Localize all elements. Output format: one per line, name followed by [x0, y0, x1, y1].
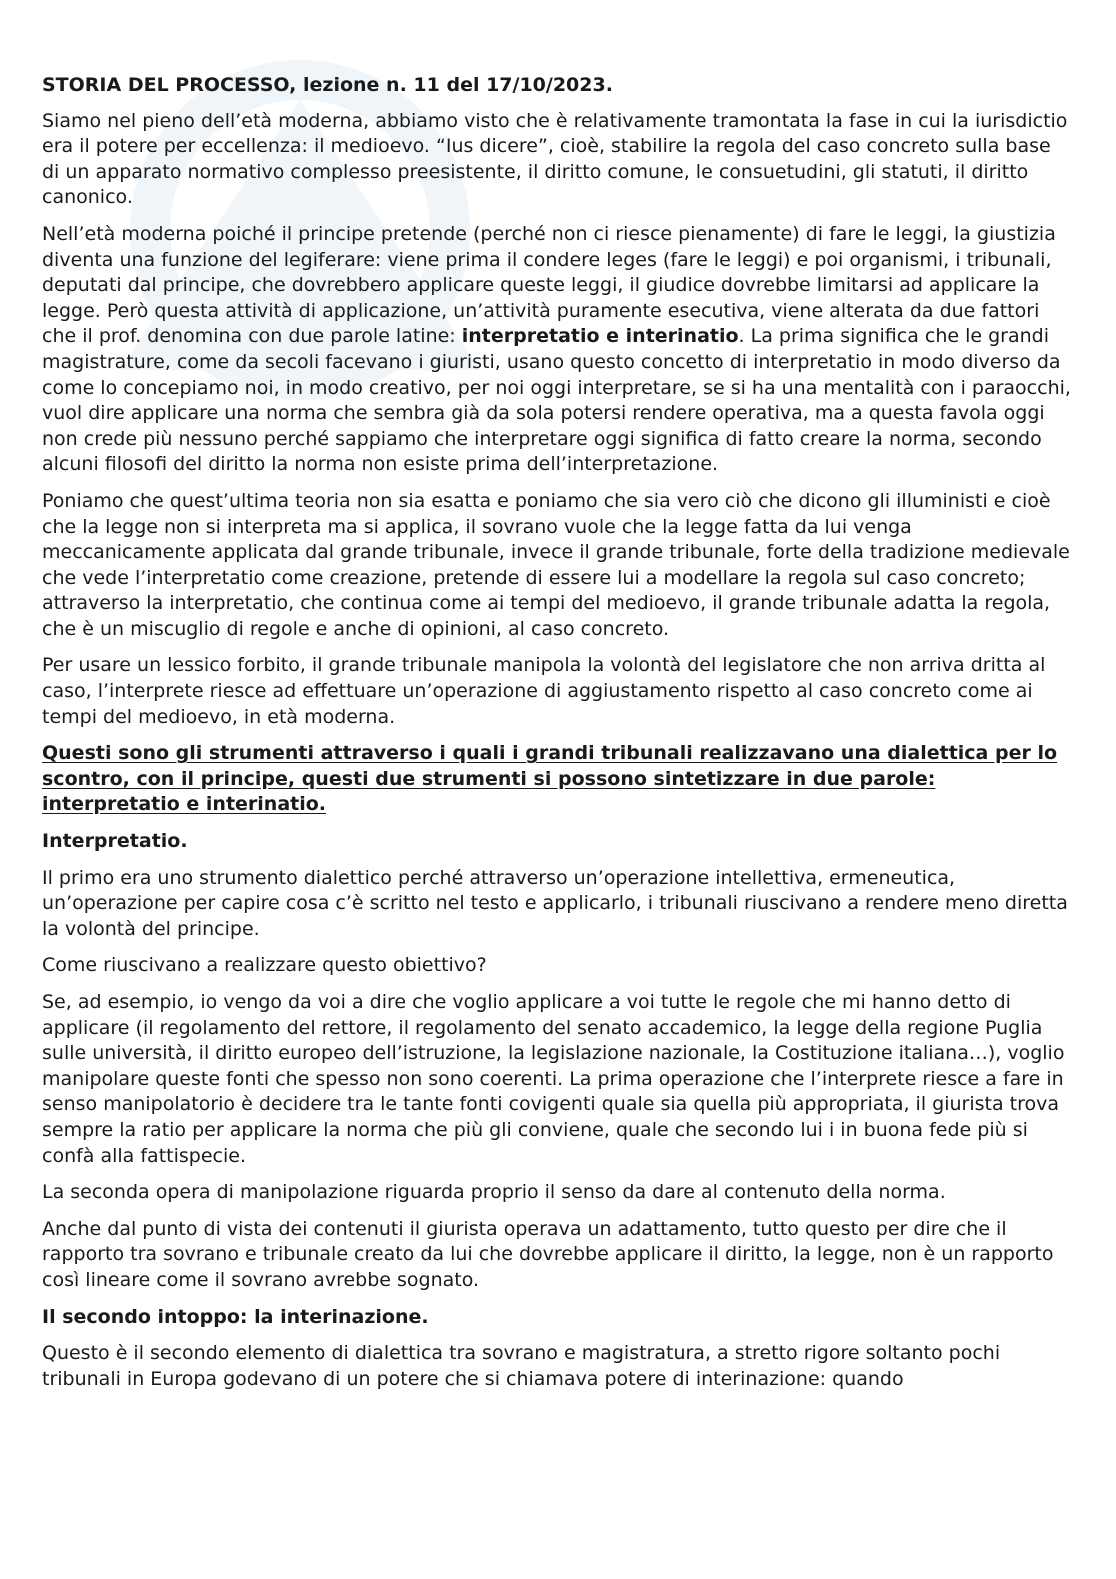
- document-page: [42, 73, 1072, 1403]
- paragraph-9: La seconda opera di manipolazione riguarda proprio il senso da dare al contenuto della norma.: [42, 1181, 946, 1204]
- paragraph-7: Come riuscivano a realizzare questo obiettivo?: [42, 954, 487, 977]
- paragraph-11: Questo è il secondo elemento di dialettica tra sovrano e magistratura, a stretto rigore soltanto pochi tribunali in Europa godevano di un potere che si chiamava potere di interinazione: quando: [42, 1342, 1001, 1390]
- paragraph-2: [42, 222, 1072, 478]
- heading-interinazione: Il secondo intoppo: la interinazione.: [42, 1305, 429, 1328]
- heading-interpretatio: Interpretatio.: [42, 830, 188, 853]
- document-title: STORIA DEL PROCESSO, lezione n. 11 del 17/10/2023.: [42, 74, 613, 96]
- paragraph-8: Se, ad esempio, io vengo da voi a dire che voglio applicare a voi tutte le regole che mi hanno detto di applicare (il regolamento del rettore, il regolamento del senato accademico, la legge della regione Puglia sulle università, il diritto europeo dell’istruzione, la legislazione nazionale, la Costituzione italiana…), voglio manipolare queste fonti che spesso non sono coerenti. La prima operazione che l’interprete riesce a fare in senso manipolatorio è decidere tra le tante fonti covigenti quale sia quella più appropriata, il giurista trova sempre la ratio per applicare la norma che più gli conviene, quale che secondo lui i in buona fede più si confà alla fattispecie.: [42, 991, 1065, 1167]
- paragraph-2-part-a: Nell’età moderna poiché il principe pretende (perché non ci riesce pienamente) di fare le leggi, la giustizia diventa una funzione del legiferare: viene prima il condere leges (fare le leggi) e poi organismi, i tribunali, deputati dal principe, che dovrebbero applicare queste leggi, il giudice dovrebbe limitarsi ad applicare la legge. Però questa attività di applicazione, un’attività puramente esecutiva, viene alterata da due fattori che il prof. denomina con due parole latine:: [42, 222, 1056, 348]
- paragraph-1: Siamo nel pieno dell’età moderna, abbiamo visto che è relativamente tramontata la fase in cui la iurisdictio era il potere per eccellenza: il medioevo. “Ius dicere”, cioè, stabilire la regola del caso concreto sulla base di un apparato normativo complesso preesistente, il diritto comune, le consuetudini, gli statuti, il diritto canonico.: [42, 109, 1068, 209]
- paragraph-2-part-b: . La prima significa che le grandi magistrature, come da secoli facevano i giuristi, usano questo concetto di interpretatio in modo diverso da come lo concepiamo noi, in modo creativo, per noi oggi interpretare, se si ha una mentalità con i paraocchi, vuol dire applicare una norma che sembra già da sola potersi rendere operativa, ma a questa favola oggi non crede più nessuno perché sappiamo che interpretare oggi significa di fatto creare la norma, secondo alcuni filosofi del diritto la norma non esiste prima dell’interpretazione.: [42, 325, 1071, 476]
- bold-interpretatio-interinatio: interpretatio e interinatio: [461, 325, 739, 348]
- underlined-statement: Questi sono gli strumenti attraverso i quali i grandi tribunali realizzavano una dialettica per lo scontro, con il principe, questi due strumenti si possono sintetizzare in due parole: interpretatio e interinatio.: [42, 742, 1058, 816]
- paragraph-4: Per usare un lessico forbito, il grande tribunale manipola la volontà del legislatore che non arriva dritta al caso, l’interprete riesce ad effettuare un’operazione di aggiustamento rispetto al caso concreto come ai tempi del medioevo, in età moderna.: [42, 654, 1046, 728]
- paragraph-3: Poniamo che quest’ultima teoria non sia esatta e poniamo che sia vero ciò che dicono gli illuministi e cioè che la legge non si interpreta ma si applica, il sovrano vuole che la legge fatta da lui venga meccanicamente applicata dal grande tribunale, invece il grande tribunale, forte della tradizione medievale che vede l’interpretatio come creazione, pretende di essere lui a modellare la regola sul caso concreto; attraverso la interpretatio, che continua come ai tempi del medioevo, il grande tribunale adatta la regola, che è un miscuglio di regole e anche di opinioni, al caso concreto.: [42, 489, 1070, 640]
- paragraph-6: Il primo era uno strumento dialettico perché attraverso un’operazione intellettiva, ermeneutica, un’operazione per capire cosa c’è scritto nel testo e applicarlo, i tribunali riuscivano a rendere meno diretta la volontà del principe.: [42, 866, 1068, 940]
- paragraph-10: Anche dal punto di vista dei contenuti il giurista operava un adattamento, tutto questo per dire che il rapporto tra sovrano e tribunale creato da lui che dovrebbe applicare il diritto, la legge, non è un rapporto così lineare come il sovrano avrebbe sognato.: [42, 1217, 1054, 1291]
